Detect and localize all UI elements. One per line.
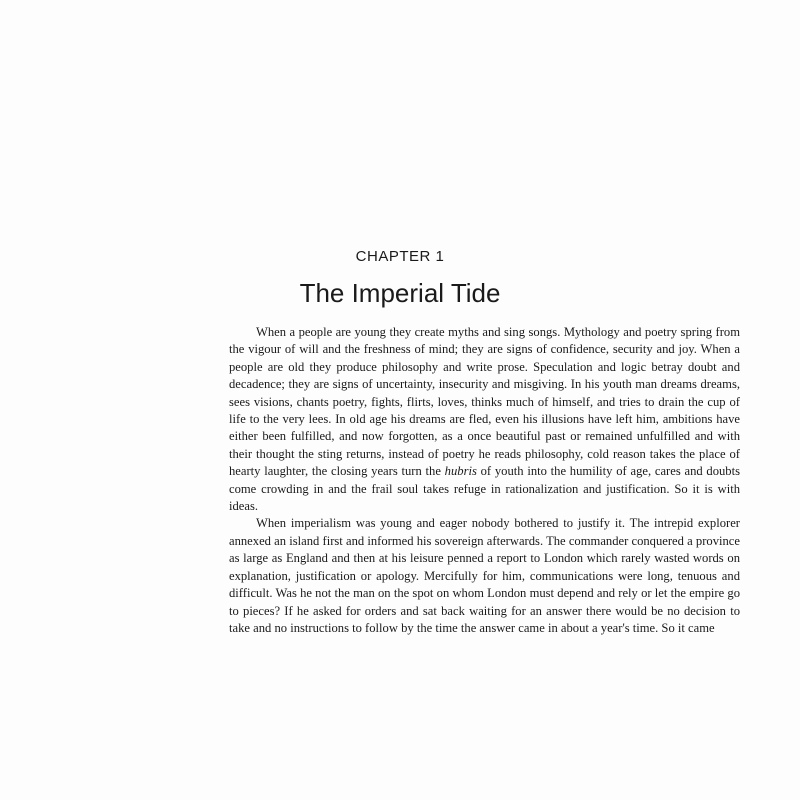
paragraph-1 (229, 324, 740, 515)
chapter-title: The Imperial Tide (299, 278, 501, 308)
chapter-body (229, 324, 740, 637)
chapter-number: CHAPTER 1 (355, 248, 445, 265)
paragraph-1-emphasis: hubris (444, 464, 477, 479)
paragraph-1-text-before: When a people are young they create myths and sing songs. Mythology and poetry spring from the vigour of will and the freshness of mind; they are signs of confidence, security and joy. When a people are old they produce philosophy and write prose. Speculation and logic betray doubt and decadence; they are signs of uncertainty, insecurity and misgiving. In his youth man dreams dreams, sees visions, chants poetry, fights, flirts, loves, thinks much of himself, and tries to drain the cup of life to the very lees. In old age his dreams are fled, even his illusions have left him, ambitions have either been fulfilled, and now forgotten, as a once beautiful past or remained unfulfilled and with their thought the sting returns, instead of poetry he reads philosophy, cold reason takes the place of hearty laughter, the closing years turn the (229, 325, 740, 479)
paragraph-2: When imperialism was young and eager nobody bothered to justify it. The intrepid explorer annexed an island first and informed his sovereign afterwards. The commander conquered a province as large as England and then at his leisure penned a report to London which rarely wasted words on explanation, justification or apology. Mercifully for him, communications were long, tenuous and difficult. Was he not the man on the spot on whom London must depend and rely or let the empire go to pieces? If he asked for orders and sat back waiting for an answer there would be no decision to take and no instructions to follow by the time the answer came in about a year's time. So it came (229, 516, 740, 635)
paragraph-1-text-after: of youth into the humility of age, cares and doubts come crowding in and the frail soul takes refuge in rationalization and justification. So it is with ideas. (229, 464, 741, 514)
